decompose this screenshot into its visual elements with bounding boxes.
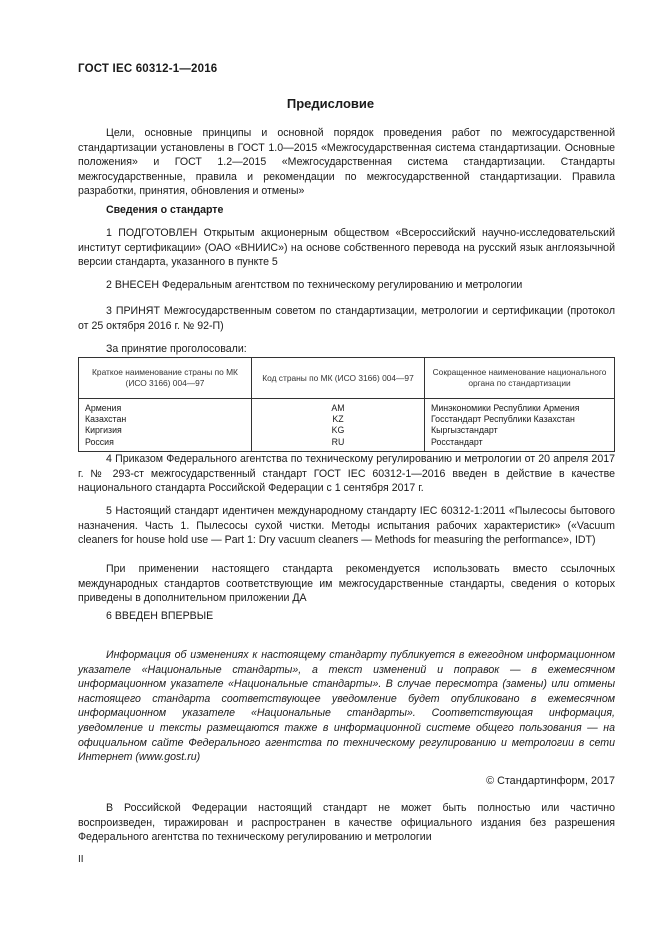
section-subtitle: Сведения о стандарте <box>106 204 224 216</box>
table-row <box>79 437 615 452</box>
column-header-body: Сокращенное наименование национального органа по стандартизации <box>425 358 615 399</box>
item-2-submitted: 2 ВНЕСЕН Федеральным агентством по техническому регулированию и метрологии <box>106 279 523 291</box>
item-6-introduced: 6 ВВЕДЕН ВПЕРВЫЕ <box>106 610 214 622</box>
cell-code: KG <box>252 425 425 436</box>
cell-code: KZ <box>252 414 425 425</box>
table-row <box>79 399 615 415</box>
column-header-code: Код страны по МК (ИСО 3166) 004—97 <box>252 358 425 399</box>
page-number: II <box>78 854 84 865</box>
intro-paragraph: Цели, основные принципы и основной порядок проведения работ по межгосударственной стандартизации установлены в ГОСТ 1.0—2015 «Межгосударственная система стандартизации. Основные положения» и ГОСТ 1.2—2015 «Межгосударственная система стандартизации. Стандарты межгосударственные, правила и рекомендации по межгосударственной стандартизации. Правила разработки, принятия, обновления и отмены» <box>78 127 615 198</box>
cell-country: Армения <box>79 399 252 415</box>
item-5-identical: 5 Настоящий стандарт идентичен международному стандарту IEC 60312-1:2011 «Пылесосы бытового назначения. Часть 1. Пылесосы сухой чистки. Методы испытания рабочих характеристик» («Vacuum cleaners for house hold use — Part 1: Dry vacuum cleaners — Methods for measuring the performance», IDT) <box>78 505 615 547</box>
legal-notice: В Российской Федерации настоящий стандарт не может быть полностью или частично воспроизведен, тиражирован и распространен в качестве официального издания без разрешения Федерального агентства по техническому регулированию и метрологии <box>78 802 615 844</box>
voting-table <box>78 357 615 452</box>
cell-body: Минэкономики Республики Армения <box>425 399 615 415</box>
table-row <box>79 425 615 436</box>
column-header-country: Краткое наименование страны по МК (ИСО 3166) 004—97 <box>79 358 252 399</box>
cell-body: Росстандарт <box>425 437 615 452</box>
standard-code-header: ГОСТ IEC 60312-1—2016 <box>78 63 218 75</box>
cell-country: Казахстан <box>79 414 252 425</box>
table-row <box>79 414 615 425</box>
item-5-note: При применении настоящего стандарта рекомендуется использовать вместо ссылочных международных стандартов соответствующие им межгосударственные стандарты, сведения о которых приведены в дополнительном приложении ДА <box>78 563 615 605</box>
cell-country: Киргизия <box>79 425 252 436</box>
cell-body: Кыргызстандарт <box>425 425 615 436</box>
copyright-notice: © Стандартинформ, 2017 <box>486 775 615 787</box>
cell-code: AM <box>252 399 425 415</box>
changes-info-paragraph: Информация об изменениях к настоящему стандарту публикуется в ежегодном информационном указателе «Национальные стандарты», а текст изменений и поправок — в ежемесячном информационном указателе «Национальные стандарты». В случае пересмотра (замены) или отмены настоящего стандарта соответствующее уведомление будет опубликовано в ежемесячном информационном указателе «Национальные стандарты». Соответствующая информация, уведомление и тексты размещаются также в информационной системе общего пользования — на официальном сайте Федерального агентства по техническому регулированию и метрологии в сети Интернет (www.gost.ru) <box>78 649 615 764</box>
cell-code: RU <box>252 437 425 452</box>
cell-body: Госстандарт Республики Казахстан <box>425 414 615 425</box>
cell-country: Россия <box>79 437 252 452</box>
voted-label: За принятие проголосовали: <box>106 343 247 355</box>
page-title: Предисловие <box>286 96 375 111</box>
item-1-prepared: 1 ПОДГОТОВЛЕН Открытым акционерным обществом «Всероссийский научно-исследовательский институт сертификации» (ОАО «ВНИИС») на основе собственного перевода на русский язык англоязычной версии стандарта, указанного в пункте 5 <box>78 227 615 269</box>
item-4-order: 4 Приказом Федерального агентства по техническому регулированию и метрологии от 20 апреля 2017 г. № 293-ст межгосударственный стандарт ГОСТ IEC 60312-1—2016 введен в действие в качестве национального стандарта Российской Федерации с 1 сентября 2017 г. <box>78 453 615 495</box>
item-3-adopted: 3 ПРИНЯТ Межгосударственным советом по стандартизации, метрологии и сертификации (протокол от 25 октября 2016 г. № 92-П) <box>78 305 615 332</box>
table-header-row <box>79 358 615 399</box>
